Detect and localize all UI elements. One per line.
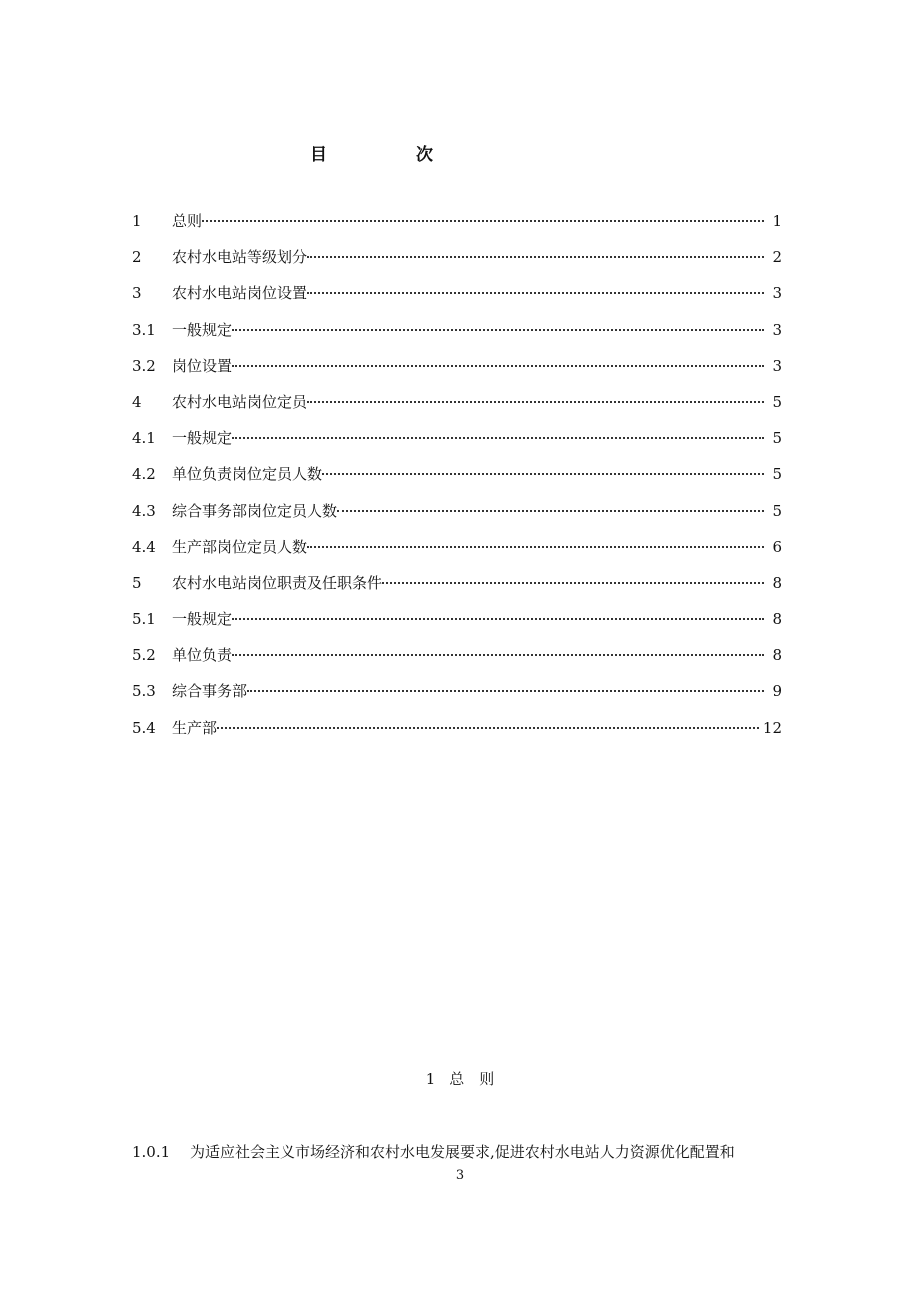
toc-entry-label: 生产部 — [172, 718, 218, 737]
toc-entry-number: 5.4 — [132, 718, 156, 737]
toc-leader-dots — [307, 401, 764, 403]
toc-entry-label: 岗位设置 — [172, 356, 233, 375]
toc-entry-number: 4.1 — [132, 429, 156, 448]
toc-entry-label: 一般规定 — [172, 320, 233, 339]
toc-leader-dots — [247, 690, 764, 692]
toc-entry-page: 3 — [772, 356, 782, 375]
toc-entry-number: 5.3 — [132, 682, 156, 701]
toc-entry[interactable] — [132, 428, 782, 464]
section-title: 总 则 — [449, 1070, 495, 1088]
toc-entry[interactable] — [132, 211, 782, 247]
toc-entry-page: 12 — [762, 718, 782, 737]
toc-entry-page: 5 — [772, 465, 782, 484]
table-of-contents — [132, 211, 782, 754]
toc-entry-label: 单位负责 — [172, 646, 233, 665]
toc-entry[interactable] — [132, 681, 782, 717]
toc-entry-page: 3 — [772, 320, 782, 339]
toc-entry-number: 3.2 — [132, 356, 156, 375]
toc-entry-label: 一般规定 — [172, 610, 233, 629]
toc-entry-label: 农村水电站岗位定员 — [172, 392, 308, 411]
toc-leader-dots — [232, 437, 764, 439]
toc-leader-dots — [382, 582, 764, 584]
toc-entry-page: 3 — [772, 284, 782, 303]
toc-title: 目 次 — [310, 145, 469, 165]
toc-entry-number: 5.2 — [132, 646, 156, 665]
toc-entry-page: 8 — [772, 646, 782, 665]
toc-entry[interactable] — [132, 247, 782, 283]
toc-leader-dots — [337, 510, 764, 512]
toc-entry-label: 农村水电站等级划分 — [172, 248, 308, 267]
toc-entry-number: 3.1 — [132, 320, 156, 339]
toc-leader-dots — [232, 329, 764, 331]
toc-entry-number: 5 — [132, 573, 142, 592]
toc-entry-label: 综合事务部 — [172, 682, 248, 701]
toc-entry[interactable] — [132, 645, 782, 681]
paragraph-number: 1.0.1 — [132, 1143, 171, 1161]
toc-entry[interactable] — [132, 392, 782, 428]
toc-entry-page: 2 — [772, 248, 782, 267]
toc-leader-dots — [307, 292, 764, 294]
toc-leader-dots — [322, 473, 764, 475]
toc-entry-page: 8 — [772, 610, 782, 629]
toc-entry[interactable] — [132, 356, 782, 392]
toc-entry[interactable] — [132, 573, 782, 609]
toc-entry-label: 单位负责岗位定员人数 — [172, 465, 323, 484]
toc-entry-label: 生产部岗位定员人数 — [172, 537, 308, 556]
toc-entry-page: 5 — [772, 392, 782, 411]
toc-entry[interactable] — [132, 464, 782, 500]
toc-entry-label: 综合事务部岗位定员人数 — [172, 501, 338, 520]
section-heading — [0, 1068, 920, 1089]
toc-entry-page: 9 — [772, 682, 782, 701]
toc-entry-number: 2 — [132, 248, 142, 267]
toc-entry[interactable] — [132, 320, 782, 356]
toc-entry[interactable] — [132, 609, 782, 645]
toc-leader-dots — [217, 727, 759, 729]
toc-leader-dots — [307, 546, 764, 548]
toc-entry-page: 1 — [772, 212, 782, 230]
toc-entry-page: 5 — [772, 429, 782, 448]
toc-entry-page: 6 — [772, 537, 782, 556]
paragraph — [132, 1141, 812, 1162]
page-number: 3 — [455, 1168, 465, 1183]
toc-entry-number: 4.3 — [132, 501, 156, 520]
toc-entry-number: 1 — [132, 212, 142, 230]
toc-entry-number: 4 — [132, 392, 142, 411]
toc-entry-number: 5.1 — [132, 610, 156, 629]
toc-leader-dots — [307, 256, 764, 258]
toc-entry-number: 4.2 — [132, 465, 156, 484]
toc-entry-number: 3 — [132, 284, 142, 303]
toc-entry[interactable] — [132, 718, 782, 754]
toc-leader-dots — [232, 365, 764, 367]
toc-entry-label: 农村水电站岗位职责及任职条件 — [172, 573, 383, 592]
toc-entry-page: 5 — [772, 501, 782, 520]
toc-entry[interactable] — [132, 283, 782, 319]
paragraph-text: 为适应社会主义市场经济和农村水电发展要求,促进农村水电站人力资源优化配置和 — [190, 1143, 735, 1161]
toc-leader-dots — [232, 654, 764, 656]
toc-entry[interactable] — [132, 501, 782, 537]
toc-entry[interactable] — [132, 537, 782, 573]
toc-leader-dots — [202, 220, 764, 222]
toc-entry-label: 农村水电站岗位设置 — [172, 284, 308, 303]
toc-entry-page: 8 — [772, 573, 782, 592]
toc-entry-label: 总则 — [172, 212, 203, 230]
toc-leader-dots — [232, 618, 764, 620]
section-number: 1 — [425, 1070, 436, 1088]
toc-entry-number: 4.4 — [132, 537, 156, 556]
toc-entry-label: 一般规定 — [172, 429, 233, 448]
